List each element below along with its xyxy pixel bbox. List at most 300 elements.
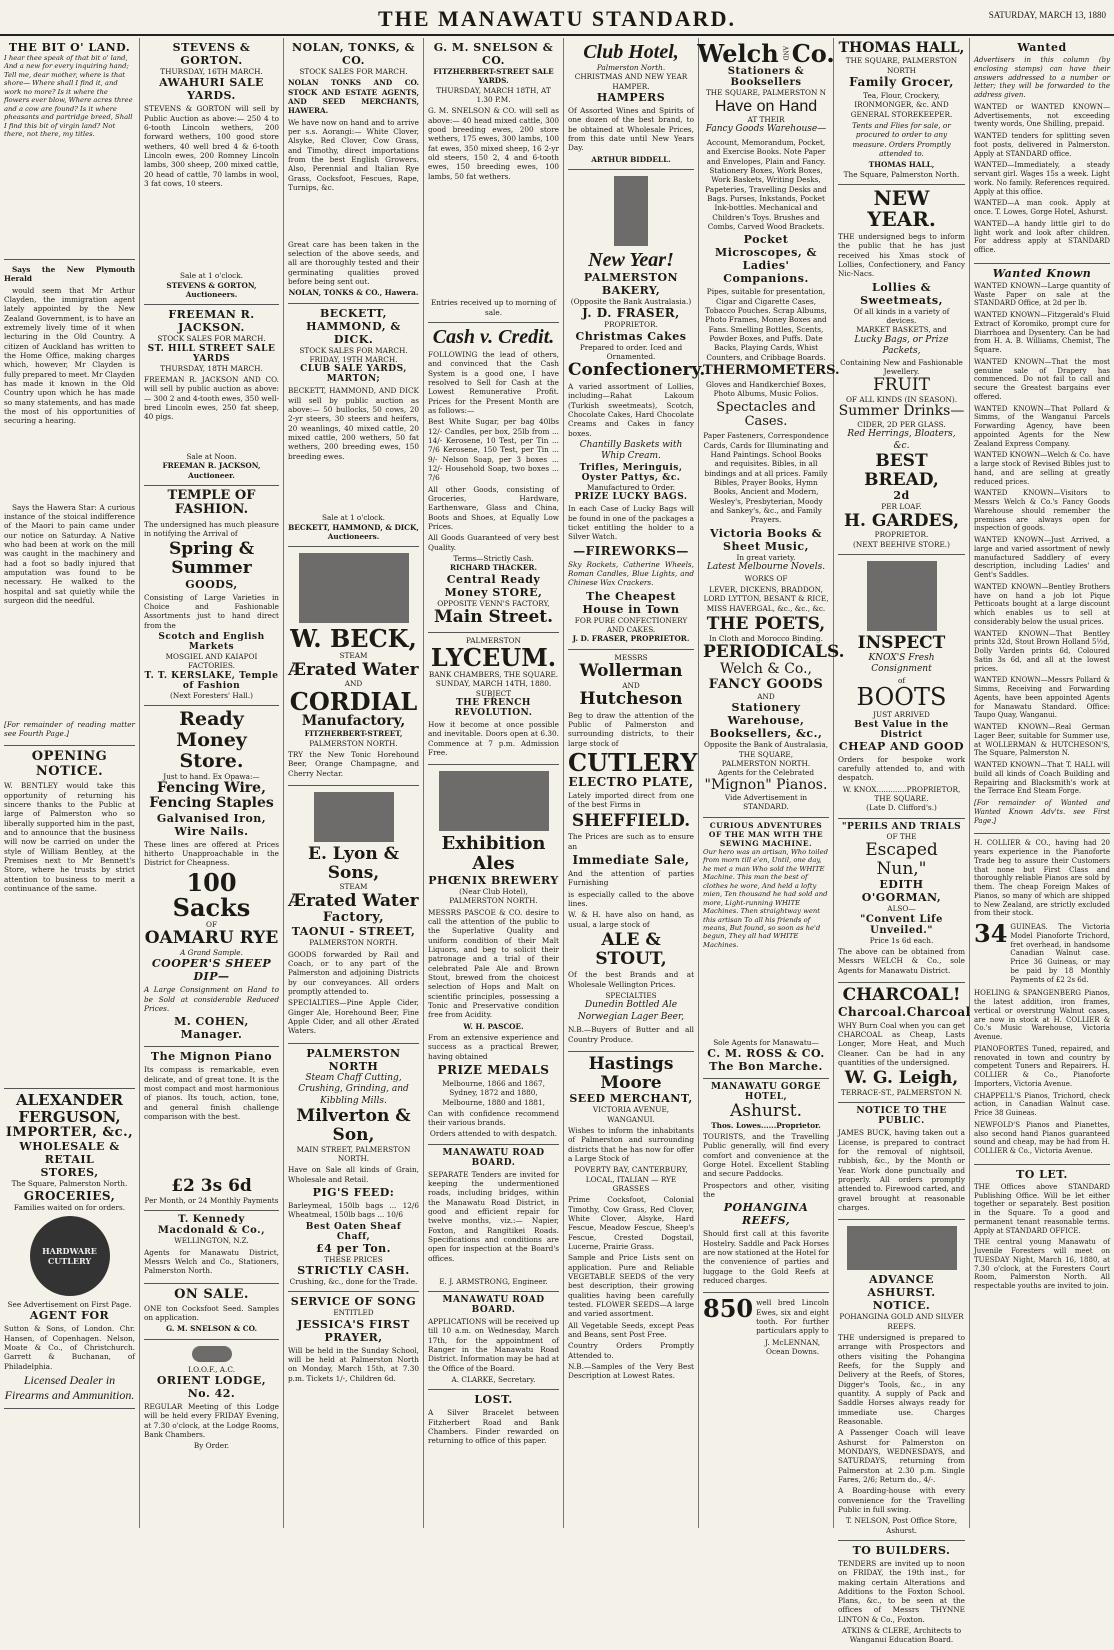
column-3 [284,38,424,1528]
kennedy-ad [144,1211,279,1283]
latest-novels: Latest Melbourne Novels. [706,562,826,573]
gorge-prop: Thos. Lowes......Proprietor. [711,1120,821,1130]
nolan-tonks-ad [288,38,419,304]
beck-and: AND [344,679,363,689]
bon-marche: The Bon Marche. [709,1059,823,1073]
books-square: THE SQUARE, [738,749,794,759]
poets-text: In Cloth and Morocco Binding. [709,633,823,643]
hall-sign-2: The Square, Palmerston North. [843,169,960,179]
wanted-known-item: WANTED KNOWN—Visitors to Messrs Welch & Co.'s Fancy Goods Warehouse should remember the premises are always open for inspection of goods. [974,489,1110,533]
wanted-known-item: WANTED KNOWN—Messrs Pollard & Simms, Receiving and Forwarding Agents, have been appointed Agents for Manawatu Standard. Office: Taupo Quay, Wanganui. [974,676,1110,720]
wanted-section [974,38,1110,264]
poem-text: I hear thee speak of that bit o' land, And a new for every inquiring hand; Tell me, dear mother, where is that shore— Where shall I find it, and work no more? Is it where the flowers ever blow, Where acres three and a cow are found? Is it where pheasants and partridge breed, Shall I find this bit of virgin land? Not there, not there, my titles. [4,54,133,139]
fruit: FRUIT [873,375,930,396]
books-opp: Opposite the Bank of Australasia, [703,740,829,750]
lyceum-town: PALMERSTON [466,635,521,645]
cash-sign: RICHARD THACKER. [449,563,538,573]
knox-of: of [897,675,906,685]
collier-text: H. COLLIER & CO., having had 20 years experience in the Pianoforte Trade beg to assure their Customers that none but First Class and thoroughly reliable Pianos are sold by them. The cheap Foreign Makes of Pianos, so many of which are shipped to New Zealand, are strictly excluded from their stock. [974,839,1110,918]
prize-orders: Orders attended to with despatch. [429,1129,558,1139]
wollerman-and: AND [622,680,640,690]
convent-price: Price 1s 6d each. [869,935,934,945]
nolan-title: NOLAN, TONKS, & CO. [292,41,415,67]
exhibition-sign: W. H. PASCOE. [463,1021,524,1031]
brewery-near: (Near Club Hotel), [459,886,528,896]
cutlery: CUTLERY [568,747,698,777]
ready-money-text: Just to hand. Ex Opawa:— [163,771,260,781]
seed-merchant: SEED MERCHANT, [569,1092,693,1106]
temple-title: TEMPLE OF FASHION. [167,487,256,518]
ferguson-address: The Square, Palmerston North. [11,1179,128,1189]
builders-title: TO BUILDERS. [852,1543,951,1557]
nolan-body: We have now on hand and to arrive per s.s. Aorangi:— White Clover, Alsyke, Red Clover, Cow Grass, and Timothy, direct importations from the best English Growers. Also, Perennial and Italian Rye Grass, Cocksfoot, Fescues, Rape, Turnips, &c. [288,117,419,192]
welch-stationers: Stationers & Booksellers [727,66,805,89]
kennedy-city: WELLINGTON, N.Z. [174,1236,249,1246]
bakery-prop: PROPRIETOR. [604,320,658,330]
club-hampers: HAMPERS [596,90,666,104]
curious-poem: Our hero was an artisan, Who toiled from morn till e'en, Until, one day, he met a man Who sold the WHITE Machine. This man the best of clothes he wore, And held a lofty mien, Ten thousand he had sold and more, Light-running WHITE Machines. Then straightway went this artisan To all his friends of means, But found, so soon as he'd begun, They all had WHITE Machines. [703,847,828,949]
confectionery: Confectionery. [568,360,706,381]
wanted-known-item: WANTED KNOWN—Just Arrived, a large and varied assortment of newly manufactured Saddlery of every description, including Ladies' and Gent's Saddles. [974,536,1110,579]
beck-ad [288,547,419,786]
hastings-title: Hastings Moore [588,1054,674,1093]
new-year-heading: NEW YEAR. [867,186,936,231]
hall-address: THE SQUARE, PALMERSTON NORTH [845,56,958,75]
sheffield: SHEFFIELD. [571,810,691,831]
knox-square: THE SQUARE. [874,794,929,803]
hastings-moore-ad [568,1052,694,1388]
seed-text-2: Prime Cocksfoot, Colonial Timothy, Cow Grass, Red Clover, White Clover, Alsyke, Hard Fescue, Meadow Fescue, Sheep's Fescue, Crested Dogstail, Lucerne, Prairie Grass. [568,1195,694,1252]
inspect: INSPECT [857,633,946,654]
thermometers: THERMOMETERS. [703,362,840,378]
family-text-2: Tents and Flies for sale, or procured to order to any measure. Orders Promptly attended to. [852,121,951,159]
column-4 [424,38,564,1528]
lyon-address: TAONUI - STREET, [291,925,416,939]
electro-text: Lately imported direct from one of the best Firms in [568,791,694,810]
furnish-text: And the attention of parties Furnishing [568,869,694,888]
poem-title: THE BIT O' LAND. [8,41,131,54]
lyon-factory: Factory, [322,910,385,926]
pohangina-reefs: POHANGINA REEFS, [723,1201,809,1228]
poem-block [4,38,135,260]
at-their: AT THEIR [747,115,785,125]
opening-notice [4,746,135,1089]
ashurst-title: ADVANCE ASHURST. [867,1273,936,1300]
column-2 [140,38,284,1528]
wanted-known-item: WANTED KNOWN—That Pollard & Simms, of the Wanganui Parcels Forwarding Agency, have been appointed Agents for the New Zealand Express Company. [974,404,1110,448]
seed-text-3: Sample and Price Lists sent on application. Pure and Reliable VEGETABLE SEEDS of the very best description, their growing qualities having been carefully tested. FLOWER SEEDS—A large and varied assortment. [568,1253,694,1319]
sewing-machine-ad [703,818,829,1079]
news-block [4,260,135,746]
temple-fashion-ad [144,486,279,706]
gorge-hotel-ad [703,1079,829,1293]
column-7 [834,38,971,1645]
periodicals: PERIODICALS. [703,641,845,662]
lodge-ad [144,1340,279,1456]
wanted-known-item: WANTED KNOWN—That T. HALL will build all kinds of Coach Building and Repairing and Blacksmith's work at the Terrace End Steam Forge. [974,761,1110,796]
sheep-dip: COOPER'S SHEEP DIP— [151,957,272,984]
milverton-ad [288,1044,419,1293]
pocket-text: Pipes, suitable for presentation, Cigar and Cigarette Cases, Tobacco Pouches. Scrap Albums, Photo Frames, Money Boxes and Fans. Smelling Bottles, Scents, Powder Boxes, and Puffs. Date Backs, Playing Cards, Whist Counters, and Cribbage Boards. [705,287,827,362]
mignon-piano-ad [144,1047,279,1211]
wanted-known-section [974,264,1110,835]
beckett-time: Sale at 1 o'clock. [322,513,385,523]
news-heading: Says the New Plymouth Herald [4,265,135,284]
lion-illustration-icon [314,792,394,842]
road-board-2-sign: A. CLARKE, Secretary. [451,1375,536,1385]
boot-illustration-icon [867,561,937,631]
welch-and: AND [781,46,789,61]
lyceum-date: SUNDAY, MARCH 14TH, 1880. [435,679,552,689]
snelson-entries: Entries received up to morning of sale. [430,298,557,317]
boots: BOOTS [856,683,947,712]
beckett-title: BECKETT, HAMMOND, & DICK. [306,306,401,346]
to-let-ad [974,1165,1110,1299]
sacks-count: 100 Sacks [172,867,251,922]
stevens-gorton-time: Sale at 1 o'clock. [180,271,243,281]
summer-text: CIDER, 2D PER GLASS. [857,419,946,429]
family-grocer: Family Grocer, [849,75,954,90]
ferguson-name: ALEXANDER FERGUSON, [16,1091,123,1126]
page-columns [0,38,1114,1645]
builders-ad [838,1541,965,1650]
lucky-text-2: Containing New and Fashionable Jewellery. [840,357,963,376]
prize-medals: PRIZE MEDALS [437,1062,550,1077]
ferguson-families: Families waited on for orders. [13,1202,126,1212]
wollerman-messrs: MESSRS [614,652,648,662]
jackson-time: Sale at Noon. [186,451,237,461]
lyceum-topic: THE FRENCH REVOLUTION. [454,698,533,719]
stevens-gorton-text: STEVENS & GORTON will sell by Public Auction as above:— 250 4 to 6-tooth Lincoln wethers, 200 forward wethers, 100 good store wethers, 40 well bred 4 & 6-tooth Lincoln ewes, 200 Romney Lincoln lambs, 300 sheep, 200 mixed cattle, 20 head of cattle, 70 lambs in wool, 3 fat cows, 10 steers. [144,104,279,188]
newspaper-title: THE MANAWATU STANDARD. [378,6,736,31]
cheapest-text: FOR PURE CONFECTIONERY AND CAKES. [574,615,688,634]
gorge-town: Ashurst. [730,1100,802,1121]
curious-title: CURIOUS ADVENTURES OF THE MAN WITH THE SEWING MACHINE. [708,820,824,848]
welch-co: Co. [791,39,835,68]
club-hotel-sub: CHRISTMAS AND NEW YEAR HAMPER. [574,72,688,91]
convent-text: The above can be obtained from Messrs WELCH & Co., sole Agents for Manawatu District. [838,947,965,975]
club-hotel-sign: ARTHUR BIDDELL. [591,154,671,164]
red-herrings: Red Herrings, Bloaters, &c. [847,429,956,451]
reading-matter-ref: [For remainder of reading matter see Fourth Page.] [4,719,135,738]
handshake-emblem-icon [192,1346,232,1362]
welch-address: THE SQUARE, PALMERSTON N [705,88,827,98]
ale-text-2: Of the best Brands and at Wholesale Wellington Prices. [568,970,694,989]
lyceum-text: How it become at once possible and inevitable. Doors open at 6.30. Commence at 7 p.m. Admission Free. [428,720,559,758]
galvanised-iron: Galvanised Iron, Wire Nails. [156,811,267,838]
beckett-text: BECKETT, HAMMOND, AND DICK will sell by public auction as above:— 50 bullocks, 50 cows, 20 2-yr steers, 30 steers and heifers, 20 weanlings, 40 mixed cattle, 20 mixed cattle, 200 wethers, 50 fat wethers, 200 breeding ewes, 150 breeding ewes. [288,386,419,461]
to-let-text: THE Offices above STANDARD Publishing Office. Will be let either together or separately. Best position in the Square. To a good and permanent tenant reasonable terms. Apply at STANDARD OFFICE. [974,1182,1110,1235]
ashurst-text: THE undersigned is prepared to arrange with Prospectors and others visiting the Pohangina Reefs, for the Supply and Delivery at the Reefs, of Stores, Digger's Tools, &c., in any quantity. A supply of Pack and Saddle Horses always ready for immediate use. Charges Reasonable. [838,1332,965,1426]
wanted-known-item: WANTED KNOWN—Fitzgerald's Fluid Extract of Koromiko, prompt cure for Diarrhoea and Dysentery. Can be had from H. A. B. Williams, Chemist, The Square. [974,311,1110,354]
wanted-known-item: WANTED KNOWN—Bentley Brothers have on hand a job lot Pique Petticoats bought at a large discount which enables us to sell at considerably below the usual prices. [974,582,1110,626]
chappell-text: CHAPPELL'S Pianos, Trichord, check action, in Canadian Walnut case. Price 38 Guineas. [974,1091,1110,1117]
lyceum-ad [428,633,559,766]
road-board-2-ad [428,1292,559,1390]
welch-name-2: Welch & Co., [719,660,813,677]
dunedin-ale: Dunedin Bottled Ale [584,1000,678,1011]
kennedy-text: Agents for Manawatu District, Messrs Welch and Co., Stationers, Palmerston North. [144,1247,279,1276]
builders-text: TENDERS are invited up to noon on FRIDAY, the 19th inst., for making certain Alterations and Additions to the Foxton School. Plans, &c., to be seen at the offices of Messrs THYNNE LINTON & Co., Foxton. [838,1558,965,1624]
beck-address: FITZHERBERT-STREET, [304,729,403,739]
ross-name: C. M. ROSS & CO. [707,1046,825,1060]
welch-name: Welch [697,39,779,68]
nolan-body-2: Great care has been taken in the selection of the above seeds, and all are thoroughly tested and their germinating qualities proved before being sent out. [288,239,419,286]
welch-and-2: AND [757,691,775,701]
notice-public-text: JAMES BUCK, having taken out a License, is prepared to contract for the removal of nightsoil, rubbish, &c., by the Month or Year. Work done punctually and properly. All orders promptly attended to. Firewood carted, and gravel brought at reasonable charges. [838,1128,965,1212]
bread-price: 2d [893,489,910,503]
strictly-cash: STRICTLY CASH. [297,1263,410,1277]
chantilly-baskets: Chantilly Baskets with Whip Cream. [579,439,683,462]
jackson-sign: FREEMAN R. JACKSON, Auctioneer. [162,461,261,480]
cash-credit-text-2: All other Goods, consisting of Groceries, Hardware, Earthenware, Glass and China, Boots and Shoes, at Equally Low Prices. [428,484,559,531]
cash-credit-text-3: All Goods Guaranteed of very best Quality. [428,533,559,552]
gardes-prop: PROPRIETOR. [874,530,929,540]
wanted-note: Advertisers in this column (by enclosing stamps) can have their answers addressed to a number or letter; they will be forwarded to the address given. [974,56,1110,99]
mignon-title: The Mignon Piano [150,1050,273,1064]
road-board-2-text: APPLICATIONS will be received up till 10 a.m. on Wednesday, March 17th, for the appointment of Ranger in the Manawatu Road District. Information may be had at the Office of the Board. [428,1317,559,1373]
trifles: Trifles, Meringuis, Oyster Pattys, &c. [579,462,683,483]
column-5 [564,38,706,1528]
ready-money-title: Ready Money Store. [176,707,247,772]
victoria-books: Victoria Books & Sheet Music, [709,526,823,553]
lyon-steam: STEAM [339,882,368,892]
ashurst-text-2: A Passenger Coach will leave Ashurst for Palmerston on MONDAYS, WEDNESDAYS, and SATURDAYS, returning from Palmerston at 2.30 p.m. Single Fares, 2/6; Return do., 4/-. [838,1428,965,1484]
jackson-text: FREEMAN R. JACKSON AND CO. will sell by public auction as above:— 300 2 and 4-tooth ewes, 350 well-bred Lincoln ewes, 250 fat sheep, 40 pigs. [144,374,279,422]
lollies-text: Of all kinds in a variety of devices. [853,306,950,325]
guineas-count: 34 [974,919,1008,948]
beck-text: TRY the New Tonic Horehound Beer, Orange Champagne, and Cherry Nectar. [288,750,419,778]
mignon-price: £2 3s 6d [171,1176,252,1197]
seed-list: POVERTY BAY, CANTERBURY, LOCAL, ITALIAN — RYE GRASSES [574,1165,688,1194]
lollies: Lollies & Sweetmeats, [860,280,943,307]
beckett-yards: CLUB SALE YARDS, MARTON; [300,364,407,385]
electro-plate: ELECTRO PLATE, [568,775,694,790]
central-store: Central Ready Money STORE, [444,572,543,599]
perils-title: "PERILS AND TRIALS [841,821,962,832]
beck-town: PALMERSTON NORTH. [309,738,398,748]
temple-sign: T. T. KERSLAKE, Temple of Fashion [144,670,279,691]
victoria-text: In great variety. [736,552,796,562]
crushing-trade: Crushing, &c., done for the Trade. [289,1276,418,1286]
prize-text: Can with confidence recommend their various brands. [428,1108,559,1128]
works-of: WORKS OF [744,573,788,583]
column-6 [697,38,845,1528]
lyon-text: GOODS forwarded by Rail and Coach, or to any part of the Palmerston and adjoining Districts by our conveyances. All orders promptly attended to. [288,949,419,997]
sheffield-text: The Prices are such as to ensure an [568,832,694,851]
lyceum-subject: SUBJECT [475,688,512,698]
oaten-chaff: Best Oaten Sheaf Chaff, [305,1221,402,1242]
sheep-dip-text: A Large Consignment on Hand to be Sold at considerable Reduced Prices. [144,985,279,1014]
spectacles: Spectacles and Cases. [716,399,816,430]
chaff-title: PALMERSTON NORTH [306,1046,401,1073]
new-year-text: THE undersigned begs to inform the public that he has just received his Xmas stock of Lollies, Confectionery, and Fancy Nic-Nacs. [838,232,965,279]
confectionery-text: A varied assortment of Lollies, including—Rahat Lakoum (Turkish sweetmeats), Scotch, Chocolate Cakes, Hard Chocolate Creams and Cakes in fancy boxes. [568,381,694,438]
column-1 [0,38,140,1528]
central-opp: OPPOSITE VENN'S FACTORY, [437,598,550,608]
road-board-title: MANAWATU ROAD BOARD. [442,1147,545,1168]
ewes-sign: J. McLENNAN, Ocean Downs. [765,1337,821,1356]
ferguson-ad [4,1089,135,1409]
seed-text: Wishes to inform the inhabitants of Palmerston and surrounding districts that he has now for offer a Large Stock of [568,1126,694,1164]
ready-money-text-2: These lines are offered at Prices hitherto Unapproachable in the District for Cheapness. [144,839,279,868]
ferguson-line-1: IMPORTER, &c., [5,1125,134,1141]
song-name: JESSICA'S FIRST PRAYER, [297,1317,410,1344]
song-sub: ENTITLED [333,1308,374,1318]
charcoal-left: Charcoal. [838,1004,907,1019]
pianofortes-text: PIANOFORTES Tuned, repaired, and renovated in town and country by competent Tuners and Repairers. H. COLLIER & Co., Pianoforte Importers, Victoria Avenue. [974,1044,1110,1088]
prize-lucky-bags: PRIZE LUCKY BAGS. [574,492,688,503]
to-let-text-2: THE central young Manawatu of Juvenile Foresters will meet on TUESDAY Night, March 16, 1880, at 7.30 o'clock, at the Foresters Court Room, Palmerston North. All respectable youths are invited to join. [974,1238,1110,1290]
charcoal-right: Charcoal [906,1004,971,1019]
fancy-goods: FANCY GOODS [708,676,824,692]
cash-credit-list: Best White Sugar, per bag 40lbs 12/- Candles, per box, 25lb from ... 14/- Kerosene, 10 Test, per Tin ... 7/6 Kerosene, 150 Test, per Tin ... 9/- Nelson Soap, per 3 boxes ... 12/- Household Soap, two boxes ... 7/6 [428,417,559,483]
club-hotel-town: Palmerston North. [596,63,666,72]
stevens-gorton-sign: STEVENS & GORTON, Auctioneers. [166,280,257,299]
fencing-wire: Fencing Wire, Fencing Staples [149,779,274,812]
ready-money-manager: M. COHEN, Manager. [174,1015,249,1042]
gardes-next: (NEXT BEEHIVE STORE.) [853,539,950,549]
road-board-ad [428,1145,559,1292]
club-hotel-title: Club Hotel, [583,41,679,63]
oaten-price: £4 per Ton. [315,1241,392,1255]
seed-text-5: Country Orders Promptly Attended to. [568,1341,694,1360]
pocket-microscopes: Pocket Microscopes, & Ladies' Companions. [715,233,817,286]
bakery-name: J. D. FRASER, [582,306,680,321]
wanted-known-ref: [For remainder of Wanted and Wanted Known Adv'ts. see First Page.] [974,799,1110,825]
fancy-warehouse: Fancy Goods Warehouse— [705,124,827,135]
welch-ad [697,38,845,818]
hutcheson-name: Hutcheson [579,688,683,709]
temple-text-2: Consisting of Large Varieties in Choice and Fashionable Assortments just to hand direct from the [144,592,279,630]
ready-money-ad [144,706,279,1047]
fireworks: —FIREWORKS— [573,543,689,558]
wanted-item: WANTED—Immediately, a steady servant girl. Wages 15s a week. Light work. No family. References required. Apply at this office. [974,161,1110,196]
lyon-ad [288,786,419,1044]
hardware-badge [30,1216,110,1296]
convent-life: "Convent Life Unveiled." [860,913,943,936]
ferguson-groceries: GROCERIES, [23,1188,116,1203]
thermo-text: Gloves and Handkerchief Boxes, Photo Albums, Music Folios. [705,380,827,399]
newfold-text: NEWFOLD'S Pianos and Pianettes, also second hand Pianos guaranteed sound and cheap, may be had from H. COLLIER & Co., Victoria Avenue. [974,1120,1110,1155]
pig-feed: PIG'S FEED: [312,1185,395,1199]
beck-name: W. BECK, [290,624,417,654]
wanted-known-title: Wanted Known [992,266,1092,280]
onsale-ad [144,1284,279,1340]
service-of-song-ad [288,1292,419,1390]
milverton-text: Have on Sale all kinds of Grain, Wholesale and Retail. [288,1165,419,1184]
beckett-sign: BECKETT, HAMMOND, & DICK, Auctioneers. [288,522,419,541]
beck-water: Ærated Water [288,659,419,680]
immediate-sale: Immediate Sale, [572,853,690,868]
wanted-known-item: WANTED KNOWN—That the most genuine sale of Drapery has commenced. Do not fail to call and secure the Greatest bargains ever offered. [974,357,1110,401]
lodge-text: REGULAR Meeting of this Lodge will be held every FRIDAY Evening, at 7.30 o'clock, at the Lodge Rooms, Bank Chambers. [144,1401,279,1439]
knox-sign: W. KNOX.............PROPRIETOR, [842,784,961,794]
collier-ad [974,834,1110,1165]
lodge-by: By Order. [193,1441,230,1451]
grand-sample: A Grand Sample. [180,948,243,958]
new-year-title: New Year! [588,248,674,271]
wanted-known-item: WANTED KNOWN—Real German Lager Beer, suitable for Summer use, at WOLLERMAN & HUTCHESON'S, The Square, Palmerston N. [974,723,1110,758]
exhibition-text: MESSRS PASCOE & CO. desire to call the attention of the public to the Superlative Quality and uniform condition of their Malt Liquors, and beg to solicit their patronage and a trial of their celebrated Pale Ale and Brown Stout, brewed from the choicest selection of Hops and Malt on scientific principles, possessing a Tonic and Preservative condition free from Acidity. [428,907,559,1020]
lyon-specialties: SPECIALTIES—Pine Apple Cider, Ginger Ale, Horehound Beer, Fine Apple Cider, and all other Ærated Waters. [288,998,419,1036]
seed-text-6: N.B.—Samples of the Very Best Description at Lowest Rates. [568,1362,694,1381]
knox-consignment: KNOX'S Fresh Consignment [868,652,935,675]
family-text: Tea, Flour, Crockery, IRONMONGER, &c. AND GENERAL STOREKEEPER. [850,91,953,119]
ewes-text: well bred Lincoln Ewes, six and eight tooth. For further particulars apply to [756,1298,829,1336]
summer-drinks: Summer Drinks— [838,403,965,420]
fireworks-text: Sky Rockets, Catherine Wheels, Roman Candles, Blue Lights, and Chinese Wax Crackers. [568,559,694,588]
lyon-town: PALMERSTON NORTH. [309,938,398,948]
best-bread: BEST BREAD, [864,451,939,490]
prize-list: Melbourne, 1866 and 1867, Sydney, 1872 and 1880, Melbourne, 1880 and 1881, [442,1078,545,1107]
wollerman-text: Beg to draw the attention of the Public of Palmerston and surrounding districts, to their large stock of [568,710,694,748]
lyceum-address: BANK CHAMBERS, THE SQUARE. [428,670,559,680]
beckett-ad [288,304,419,548]
fancy-text: Account, Memorandum, Pocket, and Exercise Books. Note Paper and Envelopes, Plain and Fancy. Stationery Boxes, Work Boxes, Work Baskets, Writing Desks, Papeteries, Travelling Desks and Bags. Purses, Inkstands, Pocket Ink-bottles. Mechanical and Children's Toys. Brushes and Combs, Carved Wood Brackets. [705,137,827,231]
gorge-text-2: Prospectors and other, visiting the [703,1180,829,1199]
stevens-gorton-title: STEVENS & GORTON. [172,41,251,67]
jackson-yards: ST. HILL STREET SALE YARDS [147,343,276,364]
ale-text: W. & H. have also on hand, as usual, a large stock of [568,910,694,929]
mignon-vide: Vide Advertisement in STANDARD. [724,792,808,812]
club-hotel-text: Of Assorted Wines and Spirits of one dozen of the best brand, to be obtained at Wholesale Prices, from this date until New Years Day. [568,105,694,153]
also: ALSO— [887,904,916,914]
beckett-date: FRIDAY, 19TH MARCH. [309,354,398,364]
charcoal-row [838,1004,971,1019]
wanted-known-item: WANTED KNOWN—Large quantity of Waste Paper on sale at the STANDARD Office, at 2d per lb. [974,281,1110,308]
ewes-body [756,1296,829,1356]
pointing-hand-icon [614,176,648,246]
masthead [0,0,1114,36]
club-hotel-ad [568,38,694,170]
welch-header [697,39,835,68]
works-list: LEVER, DICKENS, BRADDON, LORD LYTTON, BESANT & RICE, MISS HAVERGAL, &c., &c., &c. [703,584,829,613]
ewes-count: 850 [703,1294,754,1324]
booksellers: Booksellers, &c., [709,727,823,741]
wollerman-name: Wollerman [579,660,683,681]
wollerman-ad [568,650,698,1053]
phoenix-illustration-icon [439,771,549,831]
gorge-text-3: Should first call at this favorite Hostelry. Saddle and Pack Horses are now stationed at the Hotel for the convenience of parties and luggage to the Gold Reefs at reduced charges. [703,1229,829,1285]
ewes-ad [703,1293,829,1361]
best-value: Best Value in the District [854,719,949,740]
knox-text: Orders for bespoke work carefully attended to, and with despatch. [838,754,965,783]
nolan-text: NOLAN TONKS AND CO. STOCK AND ESTATE AGENTS, AND SEED MERCHANTS, HAWERA. [288,78,419,116]
cakes-text: Prepared to order. Iced and Ornamented. [579,342,683,361]
lost-title: LOST. [474,1393,513,1407]
exhibition-title: Exhibition Ales [441,833,546,875]
bakery-ad [568,170,706,650]
badge-cutlery: CUTLERY [47,1255,92,1266]
agents-for: Agents for the Celebrated [717,768,815,778]
onsale-title: ON SALE. [174,1286,249,1302]
hall-sign: THOMAS HALL, [868,160,935,170]
perils-of: OF THE [886,831,917,841]
beck-steam: STEAM [339,651,368,661]
temple-mills: MOSGIEL AND KAIAPOI FACTORIES. [165,651,258,671]
snelson-ad [428,38,559,323]
new-year-ad [838,185,965,555]
stevens-gorton-date: THURSDAY, 16TH MARCH. [160,67,263,76]
cheapest-sign: J. D. FRASER, PROPRIETOR. [572,634,690,644]
lager-beer: Norwegian Lager Beer, [577,1011,685,1022]
ashurst-sign: T. NELSON, Post Office Store, Ashurst. [845,1516,958,1535]
knox-boots-ad [838,555,965,819]
lost-ad [428,1390,559,1452]
onsale-sign: G. M. SNELSON & CO. [165,1324,258,1334]
lodge-title: ORIENT LODGE, No. 42. [156,1373,267,1400]
